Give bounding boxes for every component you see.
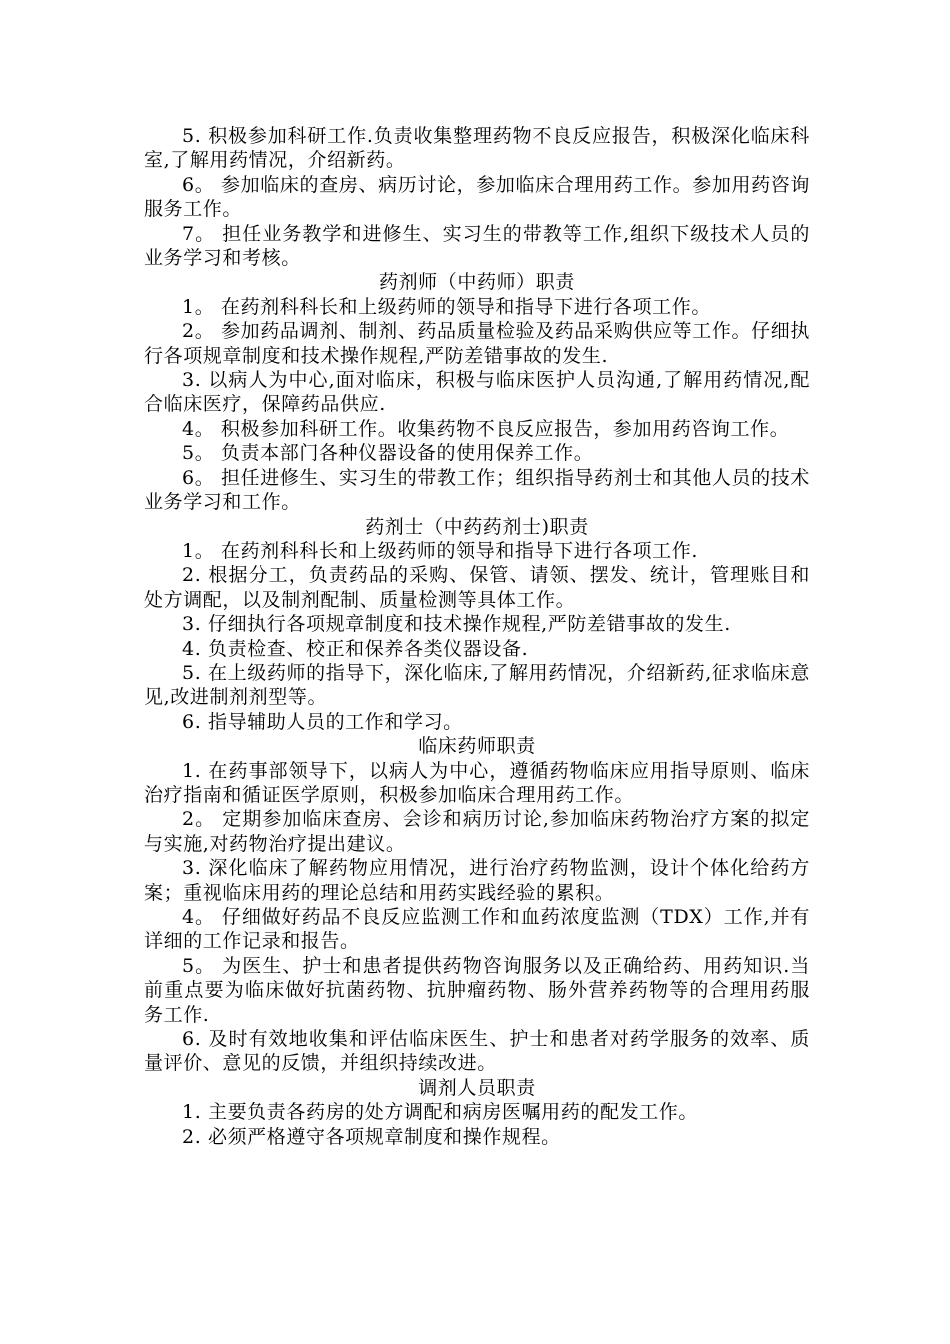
paragraph: 7。 担任业务教学和进修生、实习生的带教等工作,组织下级技术人员的业务学习和考核。	[144, 222, 810, 270]
section-heading: 药剂士（中药药剂士)职责	[365, 515, 589, 538]
paragraph: 3. 以病人为中心,面对临床，积极与临床医护人员沟通,了解用药情况,配合临床医疗，保障药品供应.	[144, 369, 810, 416]
paragraph: 2。 定期参加临床查房、会诊和病历讨论,参加临床药物治疗方案的拟定与实施,对药物治疗提出建议。	[144, 808, 810, 855]
paragraph: 1。 在药剂科科长和上级药师的领导和指导下进行各项工作.	[182, 539, 698, 562]
section-heading: 临床药师职责	[418, 735, 536, 758]
paragraph: 1. 主要负责各药房的处方调配和病房医嘱用药的配发工作。	[182, 1101, 698, 1124]
paragraph: 6。 担任进修生、实习生的带教工作；组织指导药剂士和其他人员的技术业务学习和工作。	[144, 466, 810, 514]
paragraph: 2. 必须严格遵守各项规章制度和操作规程。	[182, 1125, 561, 1148]
paragraph: 5。 为医生、护士和患者提供药物咨询服务以及正确给药、用药知识.当前重点要为临床做好抗菌药物、抗肿瘤药物、肠外营养药物等的合理用药服务工作.	[144, 954, 810, 1026]
paragraph: 2. 根据分工，负责药品的采购、保管、请领、摆发、统计，管理账目和处方调配，以及制剂配制、质量检测等具体工作。	[144, 564, 810, 611]
paragraph: 4. 负责检查、校正和保养各类仪器设备.	[182, 637, 529, 660]
paragraph: 5. 积极参加科研工作.负责收集整理药物不良反应报告，积极深化临床科室,了解用药情况，介绍新药。	[144, 125, 810, 172]
paragraph: 1。 在药剂科科长和上级药师的领导和指导下进行各项工作。	[182, 295, 711, 318]
paragraph: 4。 积极参加科研工作。收集药物不良反应报告，参加用药咨询工作。	[182, 417, 790, 440]
paragraph: 3. 仔细执行各项规章制度和技术操作规程,严防差错事故的发生.	[182, 613, 731, 636]
document-page	[144, 124, 810, 1149]
paragraph: 4。 仔细做好药品不良反应监测工作和血药浓度监测（TDX）工作,并有详细的工作记录和报告。	[144, 906, 810, 953]
section-heading: 调剂人员职责	[418, 1076, 536, 1099]
paragraph: 5. 在上级药师的指导下，深化临床,了解用药情况，介绍新药,征求临床意见,改进制剂剂型等。	[144, 661, 810, 709]
paragraph: 1. 在药事部领导下，以病人为中心，遵循药物临床应用指导原则、临床治疗指南和循证医学原则，积极参加临床合理用药工作。	[144, 759, 810, 806]
paragraph: 5。 负责本部门各种仪器设备的使用保养工作。	[182, 442, 594, 465]
paragraph: 6。 参加临床的查房、病历讨论，参加临床合理用药工作。参加用药咨询服务工作。	[144, 173, 810, 221]
paragraph: 3. 深化临床了解药物应用情况，进行治疗药物监测，设计个体化给药方案；重视临床用药的理论总结和用药实践经验的累积。	[144, 857, 810, 904]
paragraph: 2。 参加药品调剂、制剂、药品质量检验及药品采购供应等工作。仔细执行各项规章制度和技术操作规程,严防差错事故的发生.	[144, 320, 810, 367]
paragraph: 6. 指导辅助人员的工作和学习。	[182, 710, 463, 733]
paragraph: 6. 及时有效地收集和评估临床医生、护士和患者对药学服务的效率、质量评价、意见的反馈，并组织持续改进。	[144, 1028, 810, 1075]
section-heading: 药剂师（中药师）职责	[378, 271, 575, 294]
